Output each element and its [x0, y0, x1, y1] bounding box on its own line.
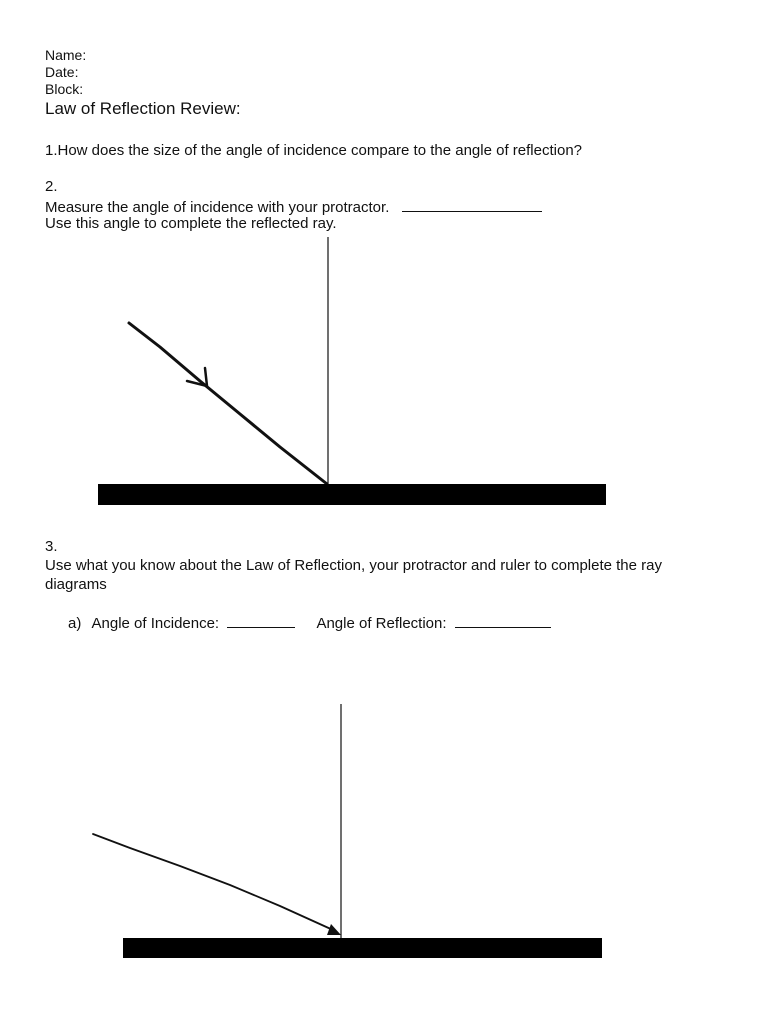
angle-of-incidence-label: Angle of Incidence:: [91, 615, 220, 632]
question-3-instruction-1: Use what you know about the Law of Reflection, your protractor and ruler to complete the ray: [45, 557, 662, 574]
question-2-instruction-2: Use this angle to complete the reflected ray.: [45, 215, 337, 232]
angle-of-reflection-label: Angle of Reflection:: [316, 615, 447, 632]
question-2-instruction: Measure the angle of incidence with your protractor.: [45, 199, 390, 216]
question-2-number: 2.: [45, 178, 58, 195]
question-1: 1.How does the size of the angle of incidence compare to the angle of reflection?: [45, 142, 583, 159]
incident-ray-arrowhead: [327, 924, 341, 935]
part-a-marker: a): [68, 615, 82, 632]
mirror-surface: [123, 938, 602, 958]
worksheet-title: Law of Reflection Review:: [45, 99, 241, 118]
question-3-instruction-2: diagrams: [45, 576, 107, 593]
date-label: Date:: [45, 64, 79, 80]
question-3-number: 3.: [45, 538, 58, 555]
incident-ray: [93, 834, 333, 930]
name-label: Name:: [45, 47, 87, 63]
block-label: Block:: [45, 81, 84, 97]
